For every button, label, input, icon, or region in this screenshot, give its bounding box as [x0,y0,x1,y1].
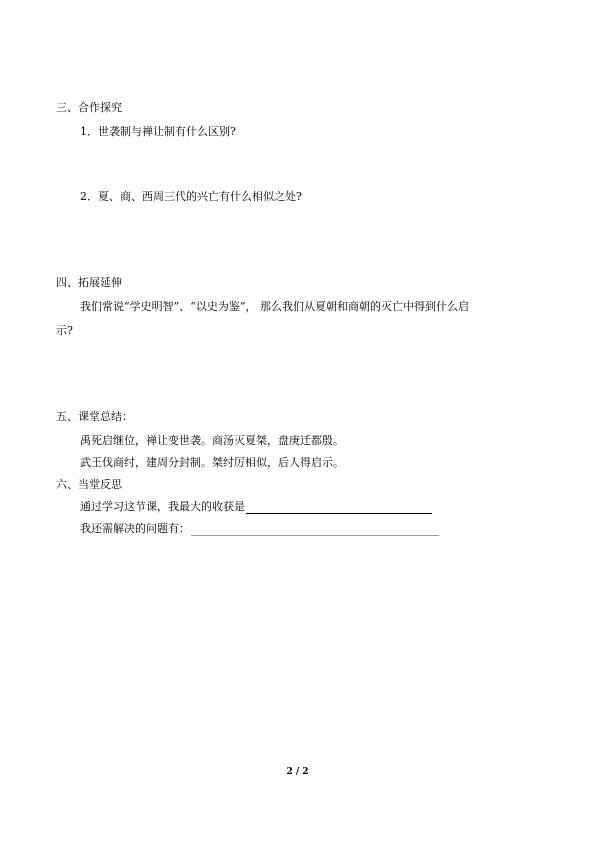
summary-line-2: 武王伐商纣，建周分封制。桀纣厉相似，后人得启示。 [80,456,344,469]
section-heading-reflection: 六、当堂反思 [56,478,122,491]
page-number: 2 / 2 [286,767,309,777]
question-1: 1．世袭制与禅让制有什么区别? [80,125,236,138]
gain-line [80,500,432,514]
question-2: 2．夏、商、西周三代的兴亡有什么相似之处? [80,190,302,203]
problem-answer-blank[interactable] [191,523,439,536]
problem-label: 我还需解决的问题有： [80,522,190,535]
section-heading-extension: 四、拓展延伸 [56,276,122,289]
gain-label: 通过学习这节课，我最大的收获是 [80,500,245,513]
section-heading-summary: 五、课堂总结： [56,410,133,423]
summary-line-1: 禹死启继位，禅让变世袭。商汤灭夏桀，盘庚迁都殷。 [80,434,344,447]
problem-line [80,522,439,536]
extension-question-line-2: 示? [56,324,73,337]
section-heading-cooperation: 三、合作探究 [56,101,122,114]
extension-question-line-1: 我们常说“学史明智”、“以史为鉴”， 那么我们从夏朝和商朝的灭亡中得到什么启 [80,300,469,313]
gain-answer-blank[interactable] [246,501,432,514]
